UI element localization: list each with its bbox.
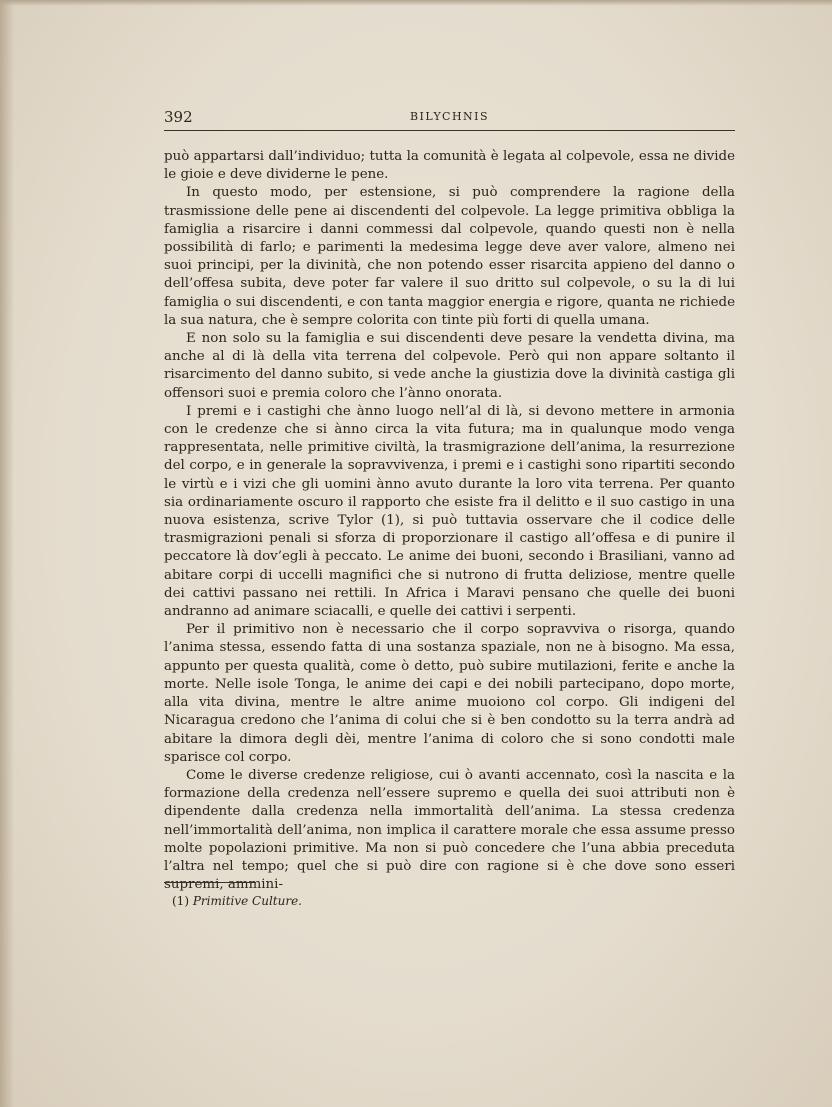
paragraph-1: può appartarsi dall’individuo; tutta la comunità è legata al colpevole, essa ne divide le gioie e deve dividerne le pene. <box>164 149 735 183</box>
paragraph-2: In questo modo, per estensione, si può comprendere la ragione della trasmissione delle pene ai discendenti del colpevole. La legge primitiva obbliga la famiglia a risarcire i danni commessi dal colpevole, quando questi non è nella possibilità di farlo; e parimenti la medesima legge deve aver valore, almeno nei suoi principi, per la divinità, che non potendo esser risarcita appieno del danno o dell’offesa subita, deve poter far valere il suo dritto sul colpevole, o su la di lui famiglia o sui discendenti, e con tanta maggior energia e rigore, quanta ne richiede la sua natura, che è sempre colorita con tinte più forti di quella umana. <box>164 185 735 328</box>
running-title: BILYCHNIS <box>409 110 490 123</box>
footnote-marker: (1) <box>172 894 189 908</box>
body-text <box>164 148 735 894</box>
page-number: 392 <box>164 108 193 126</box>
footnote-text: Primitive Culture. <box>192 894 302 908</box>
paragraph-5: Per il primitivo non è necessario che il corpo sopravviva o risorga, quando l’anima stessa, essendo fatta di una sostanza spaziale, non ne à bisogno. Ma essa, appunto per questa qualità, come ò detto, può subire mutilazioni, ferite e anche la morte. Nelle isole Tonga, le anime dei capi e dei nobili partecipano, dopo morte, alla vita divina, mentre le altre anime muoiono col corpo. Gli indigeni del Nicaragua credono che l’anima di colui che si è ben condotto su la terra andrà ad abitare la dimora degli dèi, mentre l’anima di coloro che si sono condotti male sparisce col corpo. <box>164 622 735 765</box>
paragraph-4: I premi e i castighi che ànno luogo nell’al di là, si devono mettere in armonia con le credenze che si ànno circa la vita futura; ma in qualunque modo venga rappresentata, nelle primitive civiltà, la trasmigrazione dell’anima, la resurrezione del corpo, e in generale la sopravvivenza, i premi e i castighi sono ripartiti secondo le virtù e i vizi che gli uomini ànno avuto durante la loro vita terrena. Per quanto sia ordinariamente oscuro il rapporto che esiste fra il delitto e il suo castigo in una nuova esistenza, scrive Tylor (1), si può tuttavia osservare che il codice delle trasmigrazioni penali si sforza di proporzionare il castigo all’offesa e di punire il peccatore là dov’egli à peccato. Le anime dei buoni, secondo i Brasiliani, vanno ad abitare corpi di uccelli magnifici che si nutrono di frutta deliziose, mentre quelle dei cattivi passano nei rettili. In Africa i Maravi pensano che quelle dei buoni andranno ad animare sciacalli, e quelle dei cattivi i serpenti. <box>164 403 735 620</box>
paragraph-6: Come le diverse credenze religiose, cui ò avanti accennato, così la nascita e la formazione della credenza nell’essere supremo e quella dei suoi attributi non è dipendente dalla credenza nella immortalità dell’anima. La stessa credenza nell’immortalità dell’anima, non implica il carattere morale che essa assume presso molte popolazioni primitive. Ma non si può concedere che l’una abbia preceduta l’altra nel tempo; quel che si può dire con ragione si è che dove sono esseri supremi, ammini- <box>164 767 735 893</box>
paragraph-3: E non solo su la famiglia e sui discendenti deve pesare la vendetta divina, ma anche al di là della vita terrena del colpevole. Però qui non appare soltanto il risarcimento del danno subito, si vede anche la giustizia dove la divinità castiga gli offensori suoi e premia coloro che l’ànno onorata. <box>164 331 735 401</box>
footnote <box>172 894 302 908</box>
page-header <box>164 108 735 131</box>
footnote-divider <box>164 882 256 883</box>
